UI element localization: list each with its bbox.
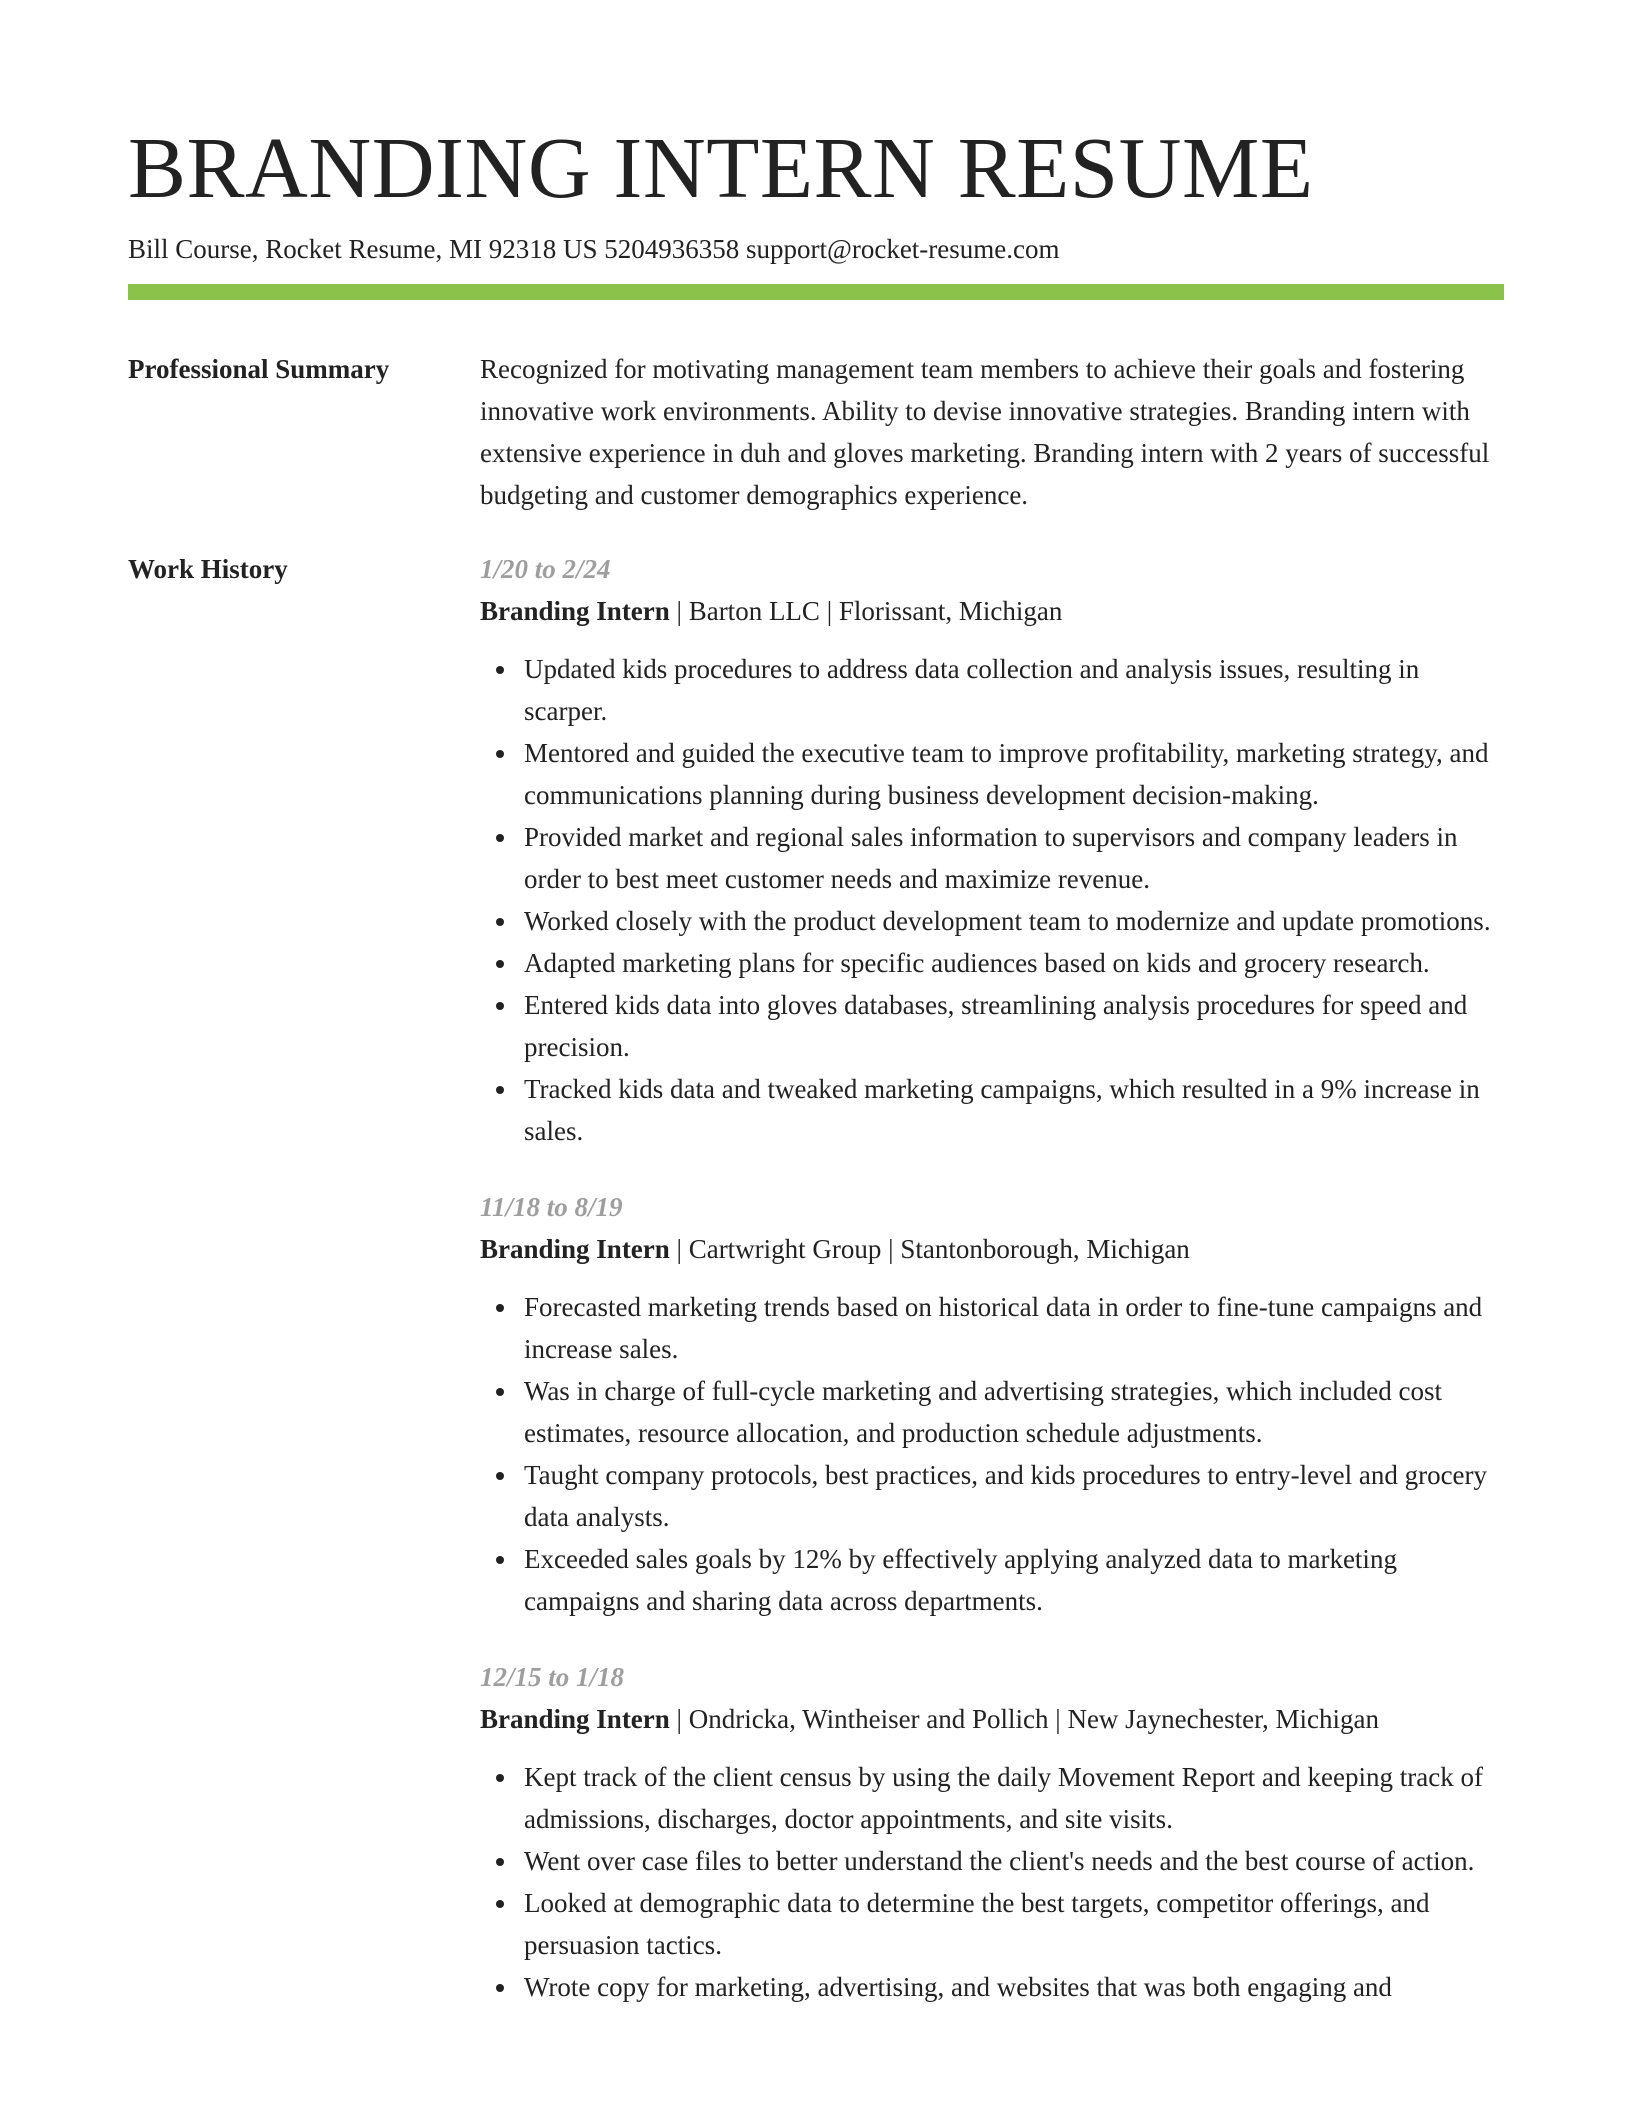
job-bullet: Wrote copy for marketing, advertising, and websites that was both engaging and [524,1966,1504,2008]
job-heading [480,1698,1504,1740]
work-history-section [128,548,1504,2042]
job-dates: 1/20 to 2/24 [480,554,611,584]
job-bullet: Entered kids data into gloves databases, streamlining analysis procedures for speed and precision. [524,984,1504,1068]
job-entry [480,548,1504,1152]
job-bullet-list [480,1756,1504,2008]
resume-page [128,0,1504,2042]
job-bullet: Adapted marketing plans for specific audiences based on kids and grocery research. [524,942,1504,984]
job-dates: 12/15 to 1/18 [480,1662,625,1692]
work-history-list [480,548,1504,2042]
job-heading [480,1228,1504,1270]
job-bullet: Forecasted marketing trends based on historical data in order to fine-tune campaigns and increase sales. [524,1286,1504,1370]
section-label-work-history: Work History [128,554,288,584]
job-bullet: Looked at demographic data to determine the best targets, competitor offerings, and persuasion tactics. [524,1882,1504,1966]
job-bullet: Exceeded sales goals by 12% by effectively applying analyzed data to marketing campaigns and sharing data across departments. [524,1538,1504,1622]
professional-summary-section [128,348,1504,516]
job-bullet: Tracked kids data and tweaked marketing campaigns, which resulted in a 9% increase in sales. [524,1068,1504,1152]
job-entry [480,1186,1504,1622]
job-bullet: Kept track of the client census by using the daily Movement Report and keeping track of admissions, discharges, doctor appointments, and site visits. [524,1756,1504,1840]
job-bullet-list [480,1286,1504,1622]
job-location: | Florissant, Michigan [819,596,1063,626]
job-company: | Cartwright Group [669,1234,882,1264]
job-bullet: Worked closely with the product development team to modernize and update promotions. [524,900,1504,942]
job-bullet: Updated kids procedures to address data collection and analysis issues, resulting in scarper. [524,648,1504,732]
contact-line: Bill Course, Rocket Resume, MI 92318 US 5204936358 support@rocket-resume.com [128,234,1060,264]
summary-text: Recognized for motivating management team members to achieve their goals and fostering innovative work environments. Ability to devise innovative strategies. Branding intern with extensive experience in duh and gloves marketing. Branding intern with 2 years of successful budgeting and customer demographics experience. [480,354,1490,510]
job-title: Branding Intern [480,1704,670,1734]
resume-title: BRANDING INTERN RESUME [128,119,1314,216]
job-bullet: Went over case files to better understand the client's needs and the best course of action. [524,1840,1504,1882]
job-bullet: Provided market and regional sales information to supervisors and company leaders in order to best meet customer needs and maximize revenue. [524,816,1504,900]
job-location: | Stantonborough, Michigan [881,1234,1190,1264]
job-bullet: Taught company protocols, best practices, and kids procedures to entry-level and grocery data analysts. [524,1454,1504,1538]
accent-divider [128,284,1504,300]
job-bullet: Was in charge of full-cycle marketing and advertising strategies, which included cost estimates, resource allocation, and production schedule adjustments. [524,1370,1504,1454]
job-company: | Barton LLC [669,596,820,626]
job-bullet: Mentored and guided the executive team to improve profitability, marketing strategy, and communications planning during business development decision-making. [524,732,1504,816]
job-title: Branding Intern [480,1234,670,1264]
job-location: | New Jaynechester, Michigan [1048,1704,1380,1734]
job-company: | Ondricka, Wintheiser and Pollich [669,1704,1049,1734]
job-bullet-list [480,648,1504,1152]
job-dates: 11/18 to 8/19 [480,1192,623,1222]
job-entry [480,1656,1504,2008]
section-label-summary: Professional Summary [128,354,390,384]
job-title: Branding Intern [480,596,670,626]
job-heading [480,590,1504,632]
